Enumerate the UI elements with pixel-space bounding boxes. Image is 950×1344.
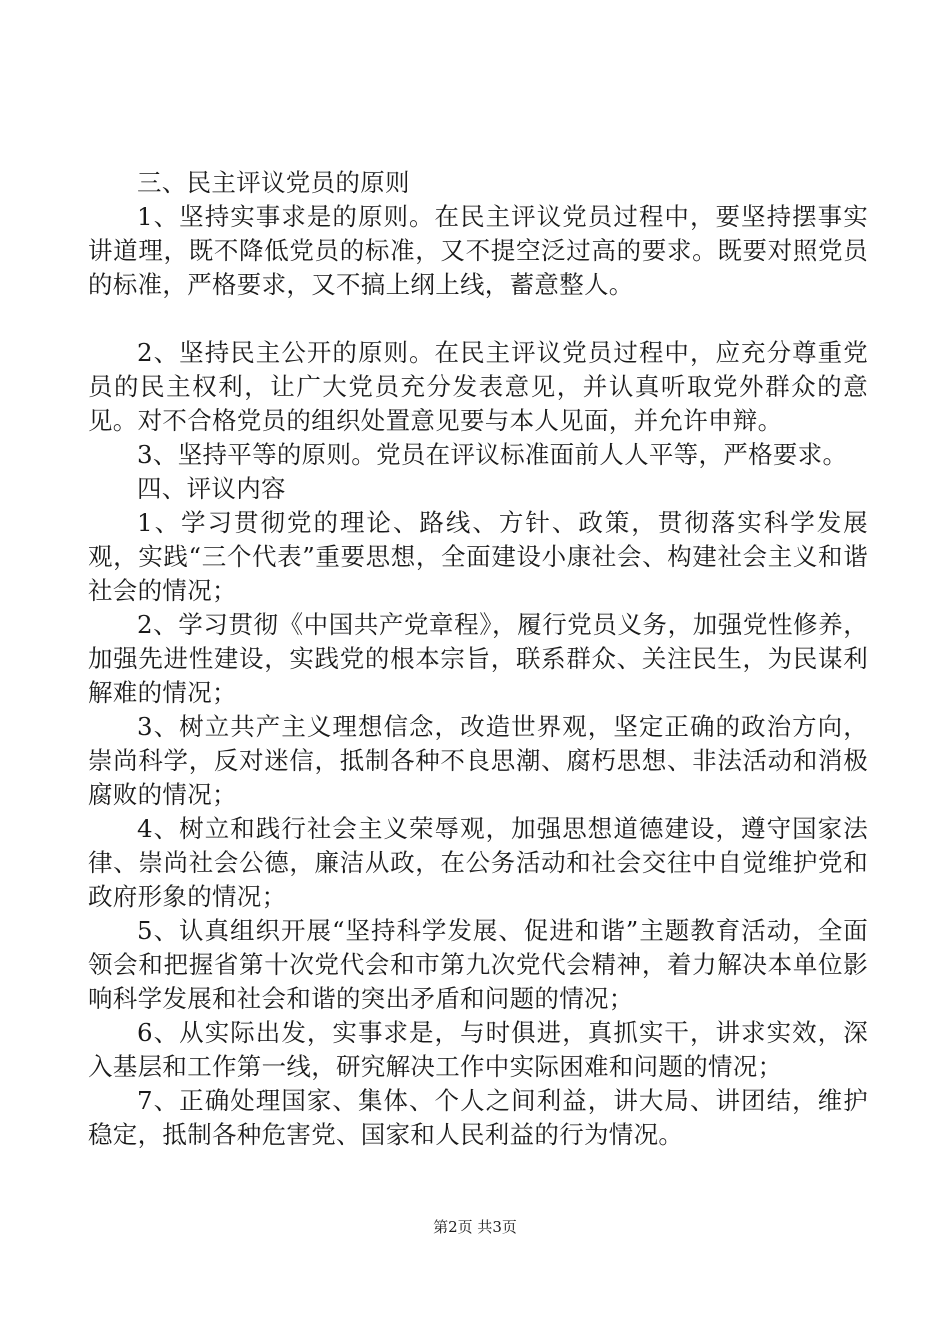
section-heading-principles: 三、民主评议党员的原则: [137, 168, 410, 197]
paragraph-principle-2: 2、坚持民主公开的原则。在民主评议党员过程中，应充分尊重党员的民主权利，让广大党员充分发表意见，并认真听取党外群众的意见。对不合格党员的组织处置意见要与本人见面，并允许申辩。: [88, 338, 868, 435]
section-heading-content: 四、评议内容: [137, 474, 286, 503]
paragraph-content-6: 6、从实际出发，实事求是，与时俱进，真抓实干，讲求实效，深入基层和工作第一线，研究解决工作中实际困难和问题的情况；: [88, 1018, 868, 1081]
paragraph-principle-1: 1、坚持实事求是的原则。在民主评议党员过程中，要坚持摆事实讲道理，既不降低党员的标准，又不提空泛过高的要求。既要对照党员的标准，严格要求，又不搞上纲上线，蓄意整人。: [88, 202, 868, 299]
paragraph-principle-3: 3、坚持平等的原则。党员在评议标准面前人人平等，严格要求。: [137, 440, 848, 469]
paragraph-spacer: [88, 302, 868, 336]
paragraph-content-2: 2、学习贯彻《中国共产党章程》，履行党员义务，加强党性修养，加强先进性建设，实践党的根本宗旨，联系群众、关注民生，为民谋利解难的情况；: [88, 610, 868, 707]
paragraph-content-4: 4、树立和践行社会主义荣辱观，加强思想道德建设，遵守国家法律、崇尚社会公德，廉洁从政，在公务活动和社会交往中自觉维护党和政府形象的情况；: [88, 814, 868, 911]
document-body: [88, 166, 868, 1152]
page-footer: 第2页 共3页: [433, 1218, 517, 1236]
paragraph-content-7: 7、正确处理国家、集体、个人之间利益，讲大局、讲团结，维护稳定，抵制各种危害党、国家和人民利益的行为情况。: [88, 1086, 868, 1149]
paragraph-content-5: 5、认真组织开展“坚持科学发展、促进和谐”主题教育活动，全面领会和把握省第十次党代会和市第九次党代会精神，着力解决本单位影响科学发展和社会和谐的突出矛盾和问题的情况；: [88, 916, 868, 1013]
paragraph-content-3: 3、树立共产主义理想信念，改造世界观，坚定正确的政治方向，崇尚科学，反对迷信，抵制各种不良思潮、腐朽思想、非法活动和消极腐败的情况；: [88, 712, 868, 809]
paragraph-content-1: 1、学习贯彻党的理论、路线、方针、政策，贯彻落实科学发展观，实践“三个代表”重要思想，全面建设小康社会、构建社会主义和谐社会的情况；: [88, 508, 868, 605]
